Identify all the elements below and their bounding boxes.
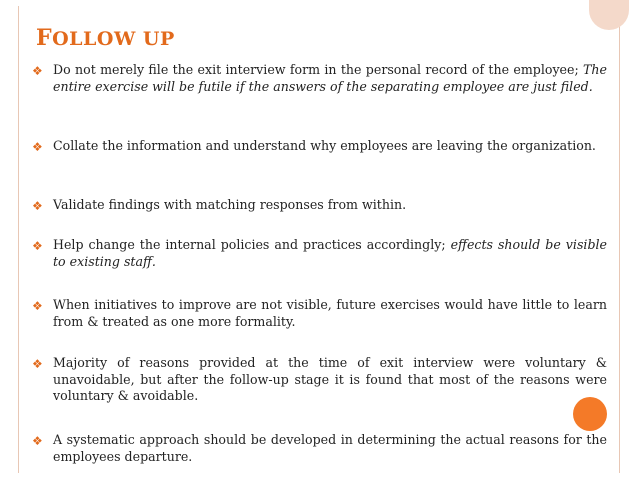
list-item bbox=[32, 138, 607, 155]
bullet-emphasis: effects should be visible to existing staff. bbox=[53, 237, 607, 269]
bullet-icon: ❖ bbox=[32, 199, 43, 213]
bullet-icon: ❖ bbox=[32, 434, 43, 448]
list-item bbox=[32, 432, 607, 465]
bullet-icon: ❖ bbox=[32, 239, 43, 253]
bullet-icon: ❖ bbox=[32, 140, 43, 154]
bullet-text: Majority of reasons provided at the time of exit interview were voluntary & unavoidable, but after the follow-up stage it is found that most of the reasons were voluntary & avoidable. bbox=[53, 355, 607, 403]
bullet-icon: ❖ bbox=[32, 64, 43, 78]
list-item bbox=[32, 62, 607, 95]
list-item bbox=[32, 355, 607, 405]
bullet-text: Do not merely file the exit interview form in the personal record of the employee; bbox=[53, 62, 584, 77]
list-item bbox=[32, 237, 607, 270]
slide-title: FOLLOW UP bbox=[36, 25, 175, 51]
bullet-emphasis: The entire exercise will be futile if the answers of the separating employee are just filed. bbox=[53, 62, 607, 94]
bullet-text: Collate the information and understand why employees are leaving the organization. bbox=[53, 138, 596, 153]
bullet-icon: ❖ bbox=[32, 299, 43, 313]
bullet-icon: ❖ bbox=[32, 357, 43, 371]
bullet-text: A systematic approach should be developed in determining the actual reasons for the employees departure. bbox=[53, 432, 607, 464]
list-item bbox=[32, 297, 607, 330]
list-item bbox=[32, 197, 607, 214]
bullet-text: Validate findings with matching responses from within. bbox=[53, 197, 407, 212]
bullet-text: When initiatives to improve are not visible, future exercises would have little to learn from & treated as one more formality. bbox=[53, 297, 607, 329]
bullet-text: Help change the internal policies and practices accordingly; bbox=[53, 237, 451, 252]
